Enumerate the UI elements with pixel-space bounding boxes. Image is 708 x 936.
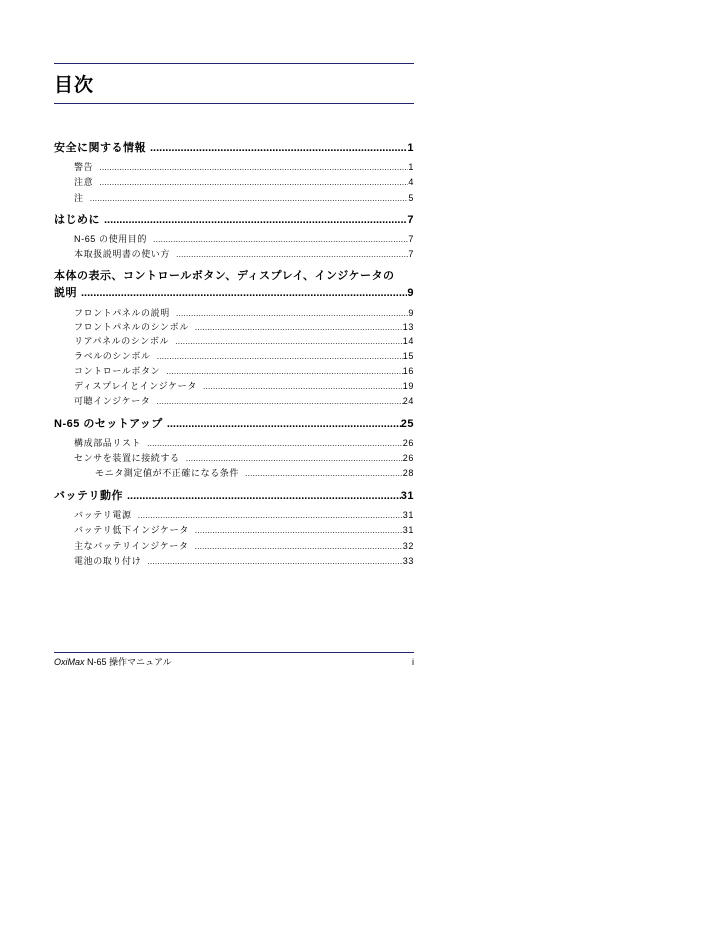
toc-entry-title: バッテリ動作 <box>54 490 123 502</box>
dot-leader <box>141 437 403 449</box>
toc-subentry <box>74 380 414 392</box>
dot-leader <box>141 555 403 567</box>
toc-entry-title: センサを装置に接続する <box>74 453 180 463</box>
toc-entry-title: 本取扱説明書の使い方 <box>74 249 171 259</box>
toc-subentry <box>74 365 414 377</box>
toc-subentry <box>74 233 414 245</box>
toc-entry-title: フロントパネルのシンボル <box>74 322 189 332</box>
toc-entry-title: バッテリ低下インジケータ <box>74 525 189 535</box>
toc-entry-page: 7 <box>408 249 414 259</box>
toc-entry-title: 可聴インジケータ <box>74 396 151 406</box>
toc-entry-page: 7 <box>408 234 414 244</box>
dot-leader <box>189 321 403 333</box>
toc-entry-page: 4 <box>408 177 414 187</box>
toc-entry-page: 9 <box>407 287 414 299</box>
dot-leader <box>189 540 403 552</box>
toc-entry-title: 電池の取り付け <box>74 556 142 566</box>
dot-leader <box>239 467 403 479</box>
toc-entry-page: 19 <box>402 381 414 391</box>
toc-section-entry <box>54 286 414 300</box>
header-bottom-rule <box>54 103 414 104</box>
footer-manual-title <box>54 656 172 668</box>
toc-entry-title: コントロールボタン <box>74 366 161 376</box>
page-title: 目次 <box>54 75 95 96</box>
toc-entry-page: 5 <box>408 193 414 203</box>
toc-entry-title: バッテリ電源 <box>74 510 132 520</box>
toc-entry-title: ラベルのシンボル <box>74 351 151 361</box>
toc-entry-page: 26 <box>402 438 414 448</box>
toc-section-entry <box>54 141 414 155</box>
toc-subentry <box>74 555 414 567</box>
toc-entry-page: 9 <box>408 308 414 318</box>
dot-leader <box>147 233 408 245</box>
dot-leader <box>197 380 403 392</box>
dot-leader <box>123 489 401 503</box>
toc-subentry <box>74 509 414 521</box>
toc-subentry <box>74 540 414 552</box>
toc-entry-title: 説明 <box>54 287 77 299</box>
toc-entry-page: 31 <box>402 510 414 520</box>
dot-leader <box>189 524 403 536</box>
toc-entry-title: モニタ測定値が不正確になる条件 <box>95 468 240 478</box>
toc-entry-page: 14 <box>402 336 414 346</box>
toc-subentry <box>74 176 414 188</box>
toc-entry-title: 主なバッテリインジケータ <box>74 541 189 551</box>
toc-entry-title: 構成部品リスト <box>74 438 142 448</box>
dot-leader <box>93 176 408 188</box>
dot-leader <box>132 509 403 521</box>
footer-page-number: i <box>412 657 414 667</box>
dot-leader <box>180 452 403 464</box>
dot-leader <box>84 192 409 204</box>
toc-subentry <box>74 307 414 319</box>
toc-subentry <box>74 452 414 464</box>
toc-section-entry <box>54 489 414 503</box>
toc-subentry <box>74 192 414 204</box>
toc-entry-title: 安全に関する情報 <box>54 142 146 154</box>
dot-leader <box>170 248 408 260</box>
toc-entry-page: 31 <box>400 490 414 502</box>
toc-subentry <box>74 350 414 362</box>
toc-entry-title: リアパネルのシンボル <box>74 336 170 346</box>
toc-section-entry <box>54 417 414 431</box>
toc-entry-title: ディスプレイとインジケータ <box>74 381 197 391</box>
toc-entry-page: 1 <box>408 162 414 172</box>
toc-entry-title: 本体の表示、コントロールボタン、ディスプレイ、インジケータの <box>54 270 395 282</box>
toc-entry-page: 28 <box>402 468 414 478</box>
footer-brand: OxiMax <box>54 657 85 667</box>
dot-leader <box>146 141 407 155</box>
toc-subentry <box>74 437 414 449</box>
dot-leader <box>100 213 407 227</box>
dot-leader <box>77 286 407 300</box>
dot-leader <box>150 395 402 407</box>
toc-entry-page: 32 <box>402 541 414 551</box>
dot-leader <box>170 307 409 319</box>
toc-entry-title: N-65 の使用目的 <box>74 234 148 244</box>
toc-entry-page: 25 <box>400 418 414 430</box>
toc-subentry <box>74 161 414 173</box>
dot-leader <box>93 161 408 173</box>
toc-entry-title: 警告 <box>74 162 94 172</box>
toc-subentry <box>74 321 414 333</box>
header-top-rule <box>54 63 414 64</box>
toc-subentry <box>74 524 414 536</box>
dot-leader <box>163 417 401 431</box>
toc-entry-title: 注 <box>74 193 84 203</box>
toc-section-entry-line <box>54 269 414 283</box>
footer-manual-name: N-65 操作マニュアル <box>87 657 172 667</box>
toc-subentry <box>74 248 414 260</box>
toc-entry-title: 注意 <box>74 177 94 187</box>
footer-rule <box>54 652 414 653</box>
toc-entry-page: 13 <box>402 322 414 332</box>
toc-entry-title: N-65 のセットアップ <box>54 418 163 430</box>
toc-section-entry <box>54 213 414 227</box>
toc-entry-title: はじめに <box>54 214 100 226</box>
toc-entry-title: フロントパネルの説明 <box>74 308 170 318</box>
toc-entry-page: 31 <box>402 525 414 535</box>
dot-leader <box>160 365 403 377</box>
dot-leader <box>151 350 403 362</box>
toc-entry-page: 7 <box>407 214 414 226</box>
toc-subentry <box>74 335 414 347</box>
toc-entry-page: 24 <box>402 396 414 406</box>
toc-subentry <box>74 395 414 407</box>
toc-subsubentry <box>95 467 414 479</box>
dot-leader <box>169 335 403 347</box>
toc-entry-page: 26 <box>402 453 414 463</box>
toc-entry-page: 15 <box>402 351 414 361</box>
toc-entry-page: 1 <box>407 142 414 154</box>
toc-entry-page: 33 <box>402 556 414 566</box>
toc-entry-page: 16 <box>402 366 414 376</box>
